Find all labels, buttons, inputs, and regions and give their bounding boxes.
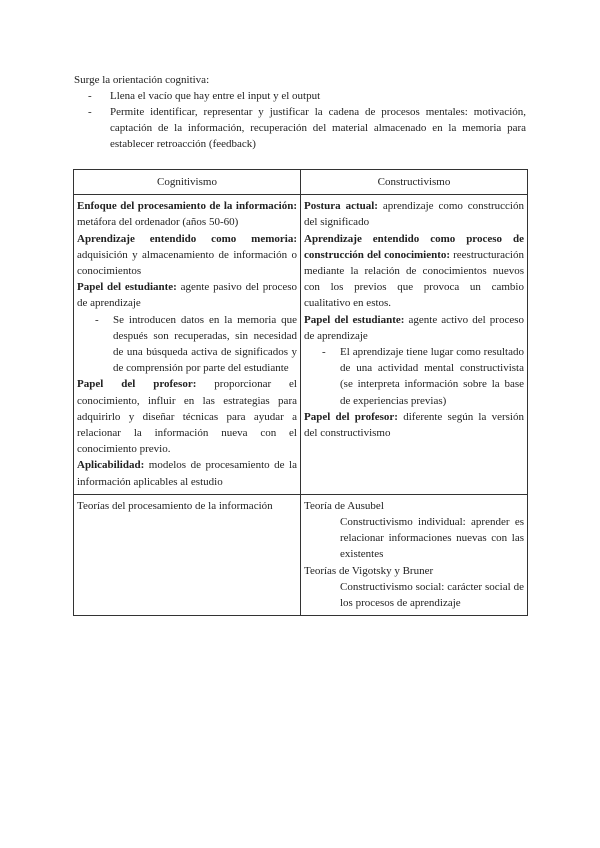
cell-constructivismo-teorias <box>301 494 528 615</box>
cell-constructivismo-description <box>301 195 528 495</box>
memoria-label: Aprendizaje entendido como memoria: <box>77 232 297 245</box>
profesor-label: Papel del profesor: <box>304 410 398 423</box>
estudiante-label: Papel del estudiante: <box>304 313 405 326</box>
profesor-text: diferente según la versión del constructivismo <box>304 410 524 440</box>
memoria-paragraph <box>77 231 297 280</box>
teorias-text: Teorías del procesamiento de la información <box>77 499 273 512</box>
profesor-label: Papel del profesor: <box>77 378 197 391</box>
aplicabilidad-text: modelos de procesamiento de la información aplicables al estudio <box>77 459 297 488</box>
estudiante-text: agente activo del proceso de aprendizaje <box>304 313 524 342</box>
memoria-text: adquisición y almacenamiento de información o conocimientos <box>77 248 297 278</box>
enfoque-paragraph <box>77 198 297 230</box>
teoria-ausubel-desc: Constructivismo individual: aprender es relacionar informaciones nuevas con las existentes <box>340 516 524 561</box>
table-row <box>74 494 528 615</box>
estudiante-paragraph <box>77 279 297 311</box>
enfoque-text: metáfora del ordenador (años 50-60) <box>77 216 239 229</box>
profesor-paragraph <box>304 409 524 441</box>
table-header-row <box>74 170 528 195</box>
intro-lead: Surge la orientación cognitiva: <box>74 74 210 86</box>
header-constructivismo: Constructivismo <box>301 170 528 195</box>
postura-label: Postura actual: <box>304 200 378 213</box>
intro-bullet: - Llena el vacío que hay entre el input y el output <box>74 88 526 104</box>
comparison-table <box>73 169 528 616</box>
enfoque-label: Enfoque del procesamiento de la información: <box>77 200 297 213</box>
estudiante-paragraph <box>304 312 524 344</box>
intro-section <box>74 72 526 152</box>
teoria-ausubel: Teoría de Ausubel <box>304 499 384 512</box>
aplicabilidad-label: Aplicabilidad: <box>77 459 145 472</box>
proceso-paragraph <box>304 231 524 312</box>
intro-list <box>74 88 526 152</box>
estudiante-label: Papel del estudiante: <box>77 281 177 294</box>
estudiante-text: agente pasivo del proceso de aprendizaje <box>77 281 297 310</box>
proceso-label: Aprendizaje entendido como proceso de construcción del conocimiento: <box>304 232 524 261</box>
aplicabilidad-paragraph <box>77 457 297 489</box>
estudiante-bullet: - El aprendizaje tiene lugar como resultado de una actividad mental constructivista (se interpreta información sobre la base de experiencias previas) <box>304 344 524 409</box>
cell-cognitivismo-description <box>74 195 301 495</box>
profesor-text: proporcionar el conocimiento, influir en las estrategias para adquirirlo y diseñar técnicas para ayudar a relacionar la información nueva con el conocimiento previo. <box>77 378 297 456</box>
table-row <box>74 195 528 495</box>
cell-cognitivismo-teorias <box>74 494 301 615</box>
postura-text: aprendizaje como construcción del significado <box>304 200 524 229</box>
teoria-vigotsky-bruner-desc: Constructivismo social: carácter social de los procesos de aprendizaje <box>340 580 524 610</box>
postura-paragraph <box>304 198 524 230</box>
estudiante-bullet: - Se introducen datos en la memoria que después son recuperadas, sin necesidad de una búsqueda activa de significados y de comprensión por parte del estudiante <box>77 312 297 377</box>
header-cognitivismo: Cognitivismo <box>74 170 301 195</box>
profesor-paragraph <box>77 376 297 457</box>
proceso-text: reestructuración mediante la relación de conocimientos nuevos con los previos que provoca un cambio cualitativo en estos. <box>304 248 524 310</box>
intro-bullet: - Permite identificar, representar y justificar la cadena de procesos mentales: motivación, captación de la información, recuperación del material almacenado en la memoria para establecer retroacción (feedback) <box>74 104 526 152</box>
teoria-vigotsky-bruner: Teorías de Vigotsky y Bruner <box>304 564 434 577</box>
